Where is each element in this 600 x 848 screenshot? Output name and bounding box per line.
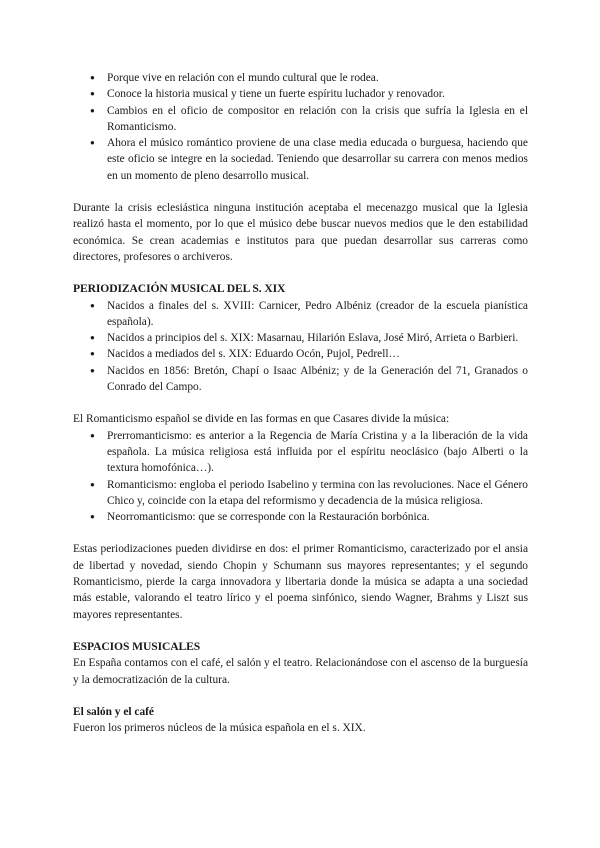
heading-salon: El salón y el café [73, 705, 154, 718]
list-item: ● Nacidos a finales del s. XVIII: Carnicer, Pedro Albéniz (creador de la escuela pianística española). [90, 299, 528, 328]
bullet-icon: ● [90, 73, 95, 82]
list-item: ● Conoce la historia musical y tiene un fuerte espíritu luchador y renovador. [73, 86, 528, 102]
list-item: ● Prerromanticismo: es anterior a la Regencia de María Cristina y a la liberación de la vida española. La música religiosa está influida por el espíritu neoclásico (bajo Alberti o la textura homofónica…). [90, 429, 528, 475]
bullet-icon: ● [90, 89, 95, 99]
bullet-icon: ● [90, 430, 95, 440]
document-body [73, 70, 528, 736]
paragraph-crisis: Durante la crisis eclesiástica ninguna institución aceptaba el mecenazgo musical que la Iglesia realizó hasta el momento, por lo que el músico debe buscar nuevos medios que le den estabilidad económica. Se crean academias e institutos para que puedan desarrollar sus carreras como directores, profesores o archiveros. [73, 202, 528, 263]
list-item: ● Cambios en el oficio de compositor en relación con la crisis que sufría la Iglesia en el Romanticismo. [90, 104, 528, 133]
heading-periodizacion: PERIODIZACIÓN MUSICAL DEL S. XIX [73, 282, 286, 296]
bullet-icon: ● [90, 479, 95, 489]
bullet-icon: ● [90, 365, 95, 375]
list-item: ● Nacidos a principios del s. XIX: Masarnau, Hilarión Eslava, José Miró, Arrieta o Barbieri. [73, 330, 528, 346]
periodizacion-bullet-list [73, 298, 528, 396]
bullet-icon: ● [90, 333, 95, 343]
romanticismo-bullet-list [73, 428, 528, 526]
bullet-icon: ● [90, 138, 95, 148]
list-item: ● Ahora el músico romántico proviene de una clase media educada o burguesa, haciendo que este oficio se integre en la sociedad. Teniendo que desarrollar su carrera con menos medios en un momento de pleno desarrollo musical. [90, 137, 528, 182]
bullet-icon: ● [90, 105, 95, 115]
paragraph-salon: Fueron los primeros núcleos de la música española en el s. XIX. [73, 722, 366, 735]
heading-espacios: ESPACIOS MUSICALES [73, 639, 201, 653]
bullet-icon: ● [90, 512, 95, 522]
intro-bullet-list [73, 70, 528, 184]
list-item: ● Romanticismo: engloba el periodo Isabelino y termina con las revoluciones. Nace el Género Chico y, coincide con la etapa del reformismo y decadencia de la música religiosa. [90, 478, 528, 507]
list-item: ● Nacidos a mediados del s. XIX: Eduardo Ocón, Pujol, Pedrell… [73, 346, 528, 362]
paragraph-periodizaciones: Estas periodizaciones pueden dividirse en dos: el primer Romanticismo, caracterizado por el ansia de libertad y novedad, siendo Chopin y Schumann sus mayores representantes; y el segundo Romanticismo, pierde la carga innovadora y libertaria donde la música se adapta a una sociedad más estable, valorando el teatro lírico y el poema sinfónico, siendo Wagner, Brahms y Liszt sus mayores representantes. [73, 543, 528, 621]
list-item: ● Porque vive en relación con el mundo cultural que le rodea. [73, 70, 528, 86]
paragraph-romanticismo-intro: El Romanticismo español se divide en las formas en que Casares divide la música: [73, 413, 450, 426]
bullet-icon: ● [90, 300, 95, 310]
paragraph-espacios: En España contamos con el café, el salón y el teatro. Relacionándose con el ascenso de la burguesía y la democratización de la cultura. [73, 657, 528, 686]
bullet-icon: ● [90, 349, 95, 359]
list-item: ● Neorromanticismo: que se corresponde con la Restauración borbónica. [73, 509, 528, 525]
list-item: ● Nacidos en 1856: Bretón, Chapí o Isaac Albéniz; y de la Generación del 71, Granados o Conrado del Campo. [90, 364, 528, 394]
